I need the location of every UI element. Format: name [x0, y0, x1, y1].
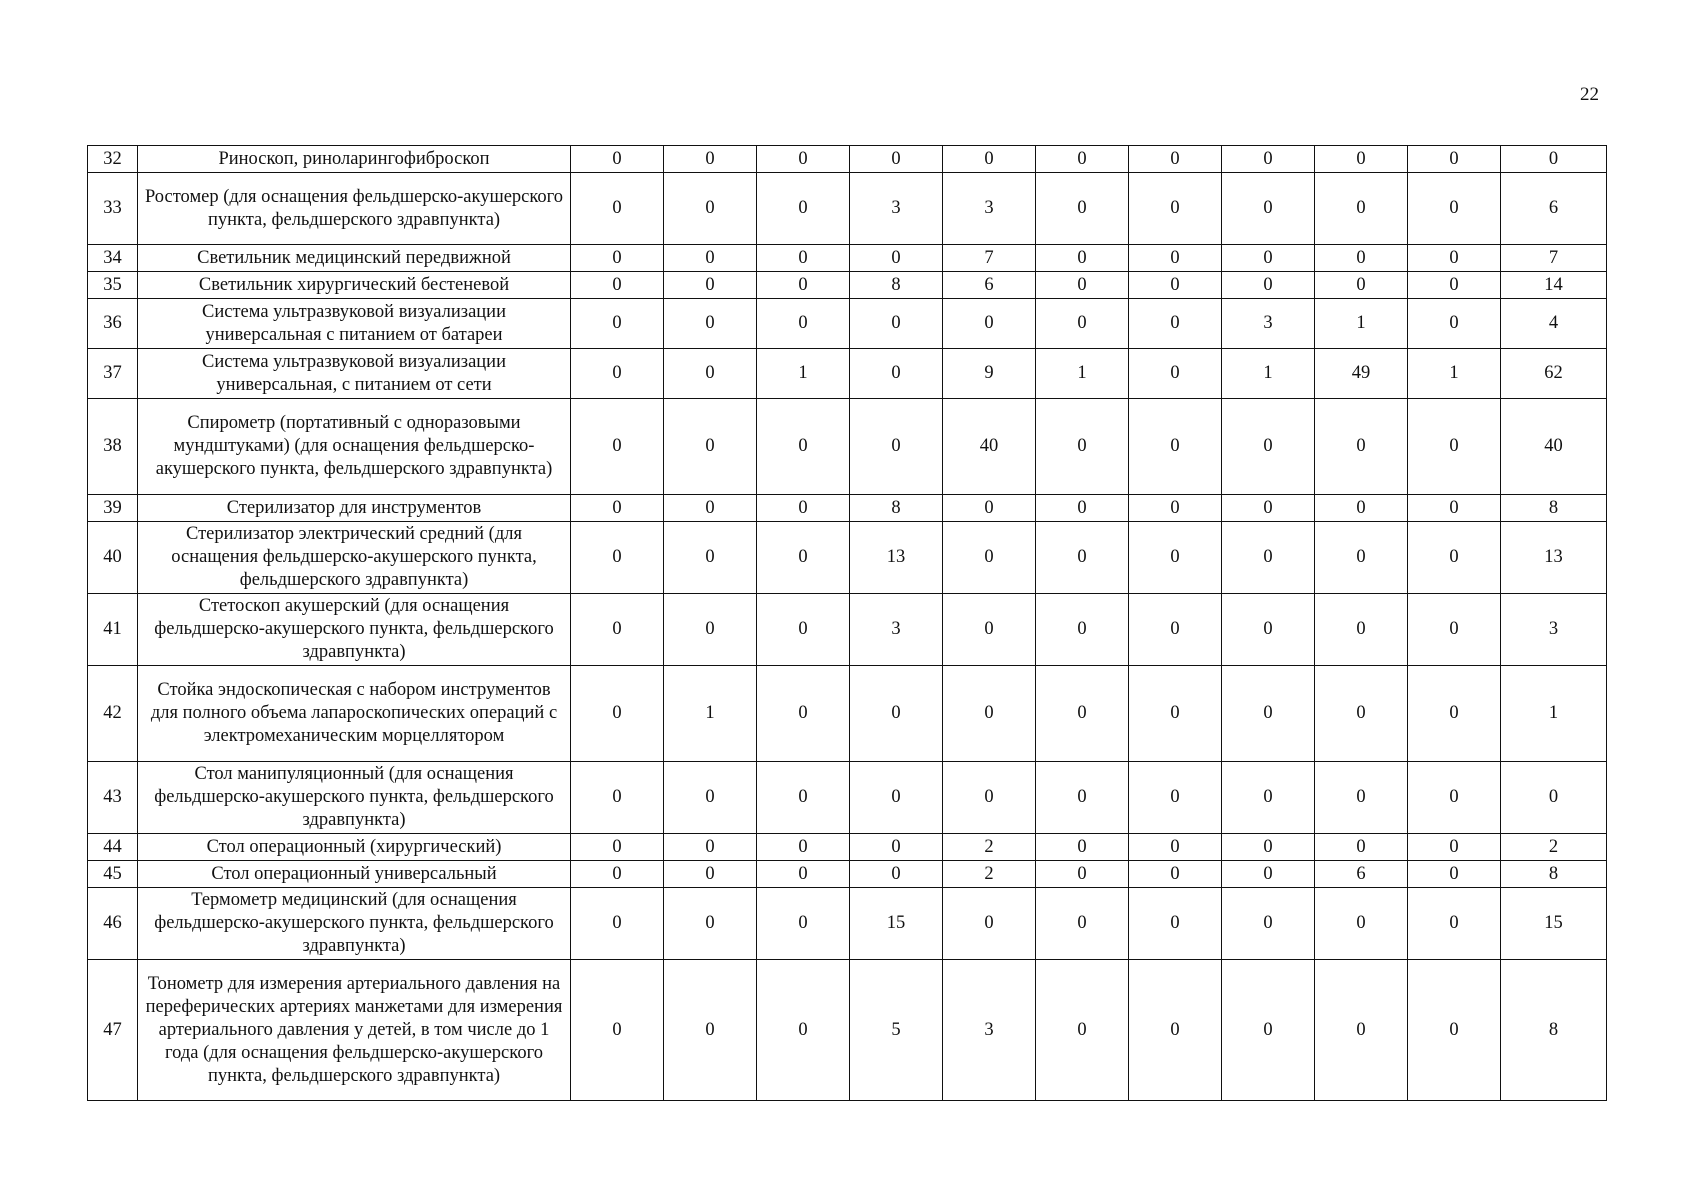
row-number: 33: [88, 173, 138, 245]
value-cell: 0: [571, 594, 664, 666]
value-cell: 0: [571, 960, 664, 1101]
value-cell: 49: [1315, 349, 1408, 399]
value-cell: 0: [1129, 272, 1222, 299]
value-cell: 0: [850, 666, 943, 762]
value-cell: 0: [1222, 495, 1315, 522]
row-number: 38: [88, 399, 138, 495]
table-row: [88, 861, 1607, 888]
value-cell: 0: [1408, 245, 1501, 272]
value-cell: 0: [1129, 299, 1222, 349]
value-cell: 0: [1222, 762, 1315, 834]
value-cell: 0: [1222, 173, 1315, 245]
value-cell: 0: [664, 349, 757, 399]
table-row: [88, 299, 1607, 349]
value-cell: 0: [1315, 173, 1408, 245]
total-cell: 15: [1501, 888, 1607, 960]
value-cell: 0: [757, 762, 850, 834]
value-cell: 0: [943, 666, 1036, 762]
value-cell: 3: [943, 960, 1036, 1101]
total-cell: 8: [1501, 861, 1607, 888]
value-cell: 0: [1129, 245, 1222, 272]
value-cell: 3: [850, 173, 943, 245]
value-cell: 1: [1315, 299, 1408, 349]
table-row: [88, 594, 1607, 666]
value-cell: 0: [943, 146, 1036, 173]
equipment-name: Спирометр (портативный с одноразовыми мундштуками) (для оснащения фельдшерско-акушерского пункта, фельдшерского здравпункта): [138, 399, 571, 495]
value-cell: 0: [850, 245, 943, 272]
equipment-name: Светильник медицинский передвижной: [138, 245, 571, 272]
total-cell: 62: [1501, 349, 1607, 399]
value-cell: 0: [757, 888, 850, 960]
value-cell: 5: [850, 960, 943, 1101]
total-cell: 4: [1501, 299, 1607, 349]
row-number: 40: [88, 522, 138, 594]
table-row: [88, 173, 1607, 245]
value-cell: 2: [943, 861, 1036, 888]
equipment-name: Система ультразвуковой визуализации универсальная с питанием от батареи: [138, 299, 571, 349]
value-cell: 0: [664, 522, 757, 594]
value-cell: 0: [1222, 834, 1315, 861]
value-cell: 9: [943, 349, 1036, 399]
row-number: 39: [88, 495, 138, 522]
value-cell: 0: [1129, 399, 1222, 495]
value-cell: 0: [571, 299, 664, 349]
value-cell: 0: [1408, 594, 1501, 666]
table-row: [88, 960, 1607, 1101]
value-cell: 15: [850, 888, 943, 960]
value-cell: 0: [757, 399, 850, 495]
value-cell: 0: [1222, 960, 1315, 1101]
value-cell: 6: [1315, 861, 1408, 888]
table-body: [88, 146, 1607, 1101]
value-cell: 0: [571, 522, 664, 594]
value-cell: 3: [943, 173, 1036, 245]
value-cell: 0: [1408, 173, 1501, 245]
total-cell: 40: [1501, 399, 1607, 495]
value-cell: 0: [1222, 245, 1315, 272]
value-cell: 0: [1129, 762, 1222, 834]
row-number: 41: [88, 594, 138, 666]
value-cell: 0: [1315, 762, 1408, 834]
row-number: 43: [88, 762, 138, 834]
value-cell: 1: [1036, 349, 1129, 399]
value-cell: 1: [1222, 349, 1315, 399]
value-cell: 0: [1222, 146, 1315, 173]
value-cell: 0: [1036, 888, 1129, 960]
equipment-table: [87, 145, 1607, 1101]
equipment-name: Светильник хирургический бестеневой: [138, 272, 571, 299]
value-cell: 0: [1036, 173, 1129, 245]
row-number: 47: [88, 960, 138, 1101]
value-cell: 0: [757, 245, 850, 272]
value-cell: 0: [1408, 146, 1501, 173]
value-cell: 0: [1129, 888, 1222, 960]
value-cell: 0: [1036, 861, 1129, 888]
value-cell: 0: [1036, 666, 1129, 762]
value-cell: 0: [1129, 495, 1222, 522]
value-cell: 0: [664, 960, 757, 1101]
value-cell: 0: [1315, 146, 1408, 173]
equipment-name: Термометр медицинский (для оснащения фельдшерско-акушерского пункта, фельдшерского здравпункта): [138, 888, 571, 960]
value-cell: 1: [664, 666, 757, 762]
table-row: [88, 495, 1607, 522]
value-cell: 0: [1408, 762, 1501, 834]
equipment-name: Стол операционный (хирургический): [138, 834, 571, 861]
value-cell: 0: [664, 173, 757, 245]
value-cell: 0: [943, 594, 1036, 666]
value-cell: 0: [1408, 960, 1501, 1101]
value-cell: 0: [757, 272, 850, 299]
total-cell: 0: [1501, 762, 1607, 834]
value-cell: 1: [757, 349, 850, 399]
value-cell: 0: [943, 762, 1036, 834]
value-cell: 0: [1408, 666, 1501, 762]
row-number: 37: [88, 349, 138, 399]
value-cell: 0: [1315, 272, 1408, 299]
row-number: 32: [88, 146, 138, 173]
table-row: [88, 245, 1607, 272]
value-cell: 0: [1408, 495, 1501, 522]
value-cell: 0: [757, 960, 850, 1101]
value-cell: 0: [1036, 960, 1129, 1101]
equipment-name: Тонометр для измерения артериального давления на переферических артериях манжетами для измерения артериального давления у детей, в том числе до 1 года (для оснащения фельдшерско-акушерского пункта, фельдшерского здравпункта): [138, 960, 571, 1101]
value-cell: 0: [664, 495, 757, 522]
value-cell: 0: [571, 146, 664, 173]
row-number: 36: [88, 299, 138, 349]
table-row: [88, 888, 1607, 960]
value-cell: 0: [757, 522, 850, 594]
value-cell: 0: [757, 146, 850, 173]
value-cell: 0: [571, 834, 664, 861]
value-cell: 0: [1408, 861, 1501, 888]
total-cell: 2: [1501, 834, 1607, 861]
value-cell: 0: [1036, 495, 1129, 522]
total-cell: 8: [1501, 960, 1607, 1101]
value-cell: 0: [1129, 861, 1222, 888]
value-cell: 0: [1129, 594, 1222, 666]
value-cell: 0: [664, 245, 757, 272]
value-cell: 0: [1222, 888, 1315, 960]
value-cell: 0: [850, 146, 943, 173]
value-cell: 0: [571, 888, 664, 960]
value-cell: 0: [1036, 594, 1129, 666]
value-cell: 0: [1315, 594, 1408, 666]
value-cell: 0: [850, 834, 943, 861]
value-cell: 0: [664, 594, 757, 666]
value-cell: 0: [1315, 245, 1408, 272]
value-cell: 0: [1222, 399, 1315, 495]
value-cell: 0: [1315, 666, 1408, 762]
row-number: 46: [88, 888, 138, 960]
value-cell: 0: [664, 399, 757, 495]
total-cell: 6: [1501, 173, 1607, 245]
equipment-name: Стол манипуляционный (для оснащения фельдшерско-акушерского пункта, фельдшерского здравпункта): [138, 762, 571, 834]
value-cell: 8: [850, 272, 943, 299]
total-cell: 3: [1501, 594, 1607, 666]
value-cell: 0: [1036, 399, 1129, 495]
value-cell: 0: [571, 495, 664, 522]
value-cell: 0: [1129, 666, 1222, 762]
value-cell: 0: [757, 495, 850, 522]
value-cell: 0: [664, 834, 757, 861]
table-row: [88, 522, 1607, 594]
equipment-name: Стойка эндоскопическая с набором инструментов для полного объема лапароскопических операций с электромеханическим морцеллятором: [138, 666, 571, 762]
value-cell: 0: [943, 522, 1036, 594]
total-cell: 0: [1501, 146, 1607, 173]
value-cell: 8: [850, 495, 943, 522]
value-cell: 0: [1129, 834, 1222, 861]
value-cell: 0: [1222, 594, 1315, 666]
value-cell: 0: [1036, 834, 1129, 861]
value-cell: 0: [664, 861, 757, 888]
equipment-name: Риноскоп, риноларингофиброскоп: [138, 146, 571, 173]
value-cell: 0: [1408, 272, 1501, 299]
value-cell: 0: [757, 594, 850, 666]
total-cell: 8: [1501, 495, 1607, 522]
value-cell: 0: [571, 399, 664, 495]
value-cell: 0: [757, 666, 850, 762]
value-cell: 0: [1129, 146, 1222, 173]
total-cell: 14: [1501, 272, 1607, 299]
value-cell: 0: [943, 495, 1036, 522]
value-cell: 0: [1129, 349, 1222, 399]
value-cell: 0: [757, 173, 850, 245]
value-cell: 1: [1408, 349, 1501, 399]
value-cell: 0: [664, 762, 757, 834]
value-cell: 0: [1129, 522, 1222, 594]
value-cell: 0: [571, 349, 664, 399]
value-cell: 0: [1036, 272, 1129, 299]
equipment-name: Стетоскоп акушерский (для оснащения фельдшерско-акушерского пункта, фельдшерского здравпункта): [138, 594, 571, 666]
table-row: [88, 349, 1607, 399]
value-cell: 7: [943, 245, 1036, 272]
value-cell: 0: [943, 888, 1036, 960]
value-cell: 0: [664, 272, 757, 299]
row-number: 45: [88, 861, 138, 888]
value-cell: 0: [757, 861, 850, 888]
value-cell: 0: [1315, 888, 1408, 960]
value-cell: 0: [1315, 495, 1408, 522]
table-row: [88, 762, 1607, 834]
value-cell: 0: [1315, 834, 1408, 861]
value-cell: 0: [850, 399, 943, 495]
row-number: 44: [88, 834, 138, 861]
value-cell: 13: [850, 522, 943, 594]
total-cell: 13: [1501, 522, 1607, 594]
value-cell: 3: [850, 594, 943, 666]
page-number: 22: [1580, 84, 1599, 105]
row-number: 35: [88, 272, 138, 299]
value-cell: 0: [1408, 834, 1501, 861]
value-cell: 0: [1036, 146, 1129, 173]
table-row: [88, 834, 1607, 861]
value-cell: 0: [850, 299, 943, 349]
value-cell: 0: [1408, 522, 1501, 594]
value-cell: 0: [850, 762, 943, 834]
value-cell: 2: [943, 834, 1036, 861]
value-cell: 0: [850, 861, 943, 888]
table-row: [88, 666, 1607, 762]
value-cell: 0: [1315, 960, 1408, 1101]
value-cell: 0: [1036, 762, 1129, 834]
row-number: 42: [88, 666, 138, 762]
value-cell: 6: [943, 272, 1036, 299]
value-cell: 0: [850, 349, 943, 399]
value-cell: 0: [571, 762, 664, 834]
value-cell: 0: [1222, 666, 1315, 762]
equipment-name: Ростомер (для оснащения фельдшерско-акушерского пункта, фельдшерского здравпункта): [138, 173, 571, 245]
value-cell: 0: [1129, 960, 1222, 1101]
total-cell: 1: [1501, 666, 1607, 762]
row-number: 34: [88, 245, 138, 272]
value-cell: 0: [1036, 522, 1129, 594]
value-cell: 0: [1315, 399, 1408, 495]
equipment-name: Стерилизатор электрический средний (для оснащения фельдшерско-акушерского пункта, фельдшерского здравпункта): [138, 522, 571, 594]
value-cell: 0: [1129, 173, 1222, 245]
value-cell: 0: [1036, 299, 1129, 349]
value-cell: 0: [571, 272, 664, 299]
value-cell: 0: [571, 666, 664, 762]
value-cell: 0: [664, 299, 757, 349]
value-cell: 0: [664, 888, 757, 960]
value-cell: 40: [943, 399, 1036, 495]
value-cell: 0: [571, 245, 664, 272]
value-cell: 0: [943, 299, 1036, 349]
value-cell: 0: [1222, 861, 1315, 888]
value-cell: 0: [1408, 399, 1501, 495]
table-row: [88, 399, 1607, 495]
value-cell: 0: [757, 834, 850, 861]
equipment-name: Система ультразвуковой визуализации универсальная, с питанием от сети: [138, 349, 571, 399]
value-cell: 0: [571, 861, 664, 888]
value-cell: 0: [1222, 272, 1315, 299]
equipment-name: Стол операционный универсальный: [138, 861, 571, 888]
value-cell: 3: [1222, 299, 1315, 349]
value-cell: 0: [1222, 522, 1315, 594]
value-cell: 0: [1036, 245, 1129, 272]
value-cell: 0: [1315, 522, 1408, 594]
value-cell: 0: [664, 146, 757, 173]
value-cell: 0: [1408, 888, 1501, 960]
equipment-name: Стерилизатор для инструментов: [138, 495, 571, 522]
value-cell: 0: [1408, 299, 1501, 349]
table-row: [88, 146, 1607, 173]
value-cell: 0: [757, 299, 850, 349]
value-cell: 0: [571, 173, 664, 245]
table-row: [88, 272, 1607, 299]
total-cell: 7: [1501, 245, 1607, 272]
